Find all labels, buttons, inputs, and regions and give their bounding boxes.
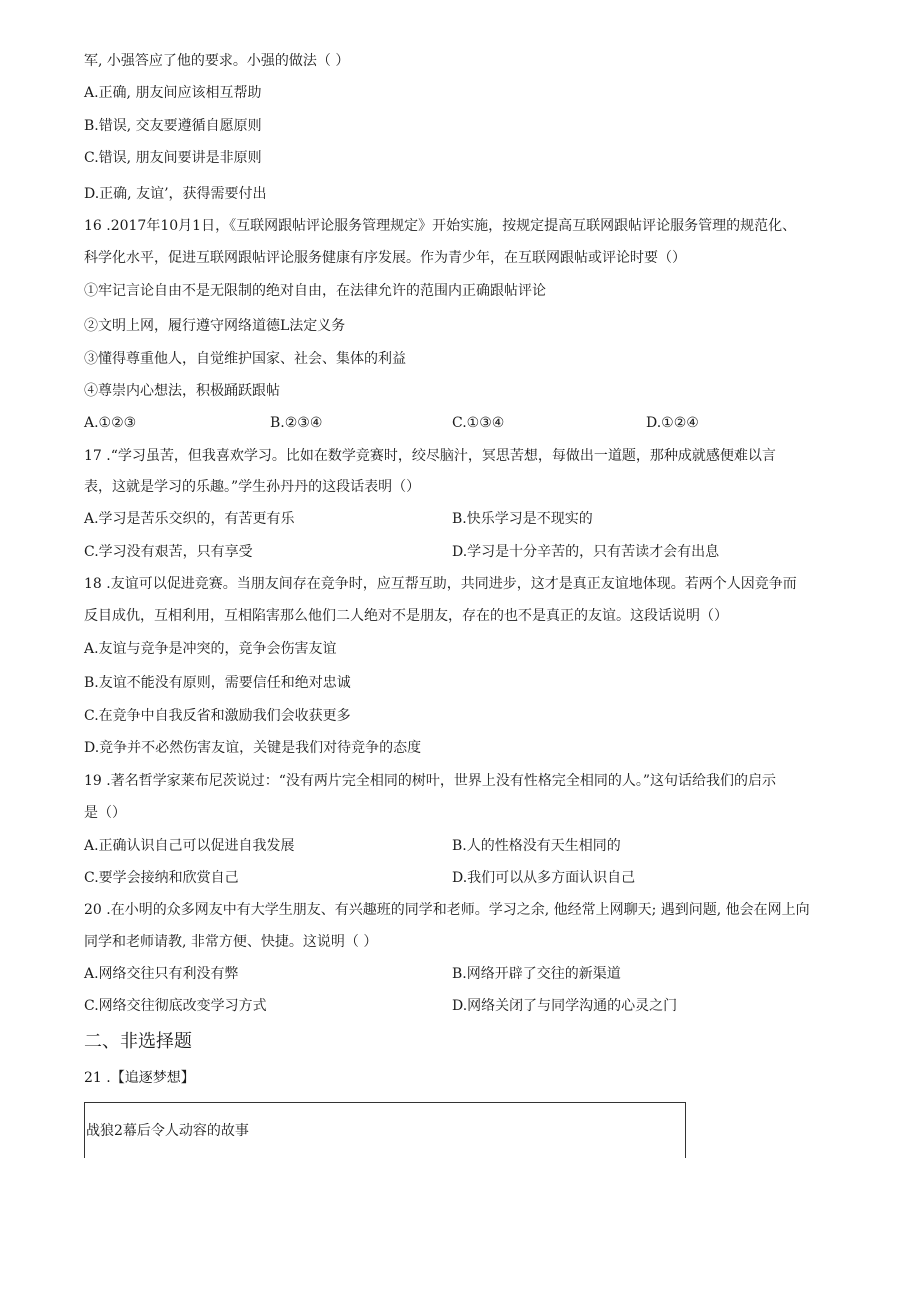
q18-stem-line2: 反目成仇，互相利用，互相陷害那么他们二人绝对不是朋友，存在的也不是真正的友谊。这段话说明（） xyxy=(84,608,728,624)
q18-option-b: B.友谊不能没有原则，需要信任和绝对忠诚 xyxy=(84,675,351,691)
q20-stem-line2: 同学和老师请教, 非常方便、快捷。这说明（ ） xyxy=(84,934,378,950)
q17-option-a: A.学习是苦乐交织的，有苦更有乐 xyxy=(84,511,295,527)
q18-option-c: C.在竞争中自我反省和激励我们会收获更多 xyxy=(84,708,351,724)
q20-option-a: A.网络交往只有利没有弊 xyxy=(84,966,239,982)
q15-stem: 军, 小强答应了他的要求。小强的做法（ ） xyxy=(84,53,350,69)
q20-stem-line1: 20 .在小明的众多网友中有大学生朋友、有兴趣班的同学和老师。学习之余, 他经常上网聊天; 遇到问题, 他会在网上向 xyxy=(84,902,810,918)
q21-title: 21 .【追逐梦想】 xyxy=(84,1070,195,1086)
q18-option-a: A.友谊与竞争是冲突的，竞争会伤害友谊 xyxy=(84,641,337,657)
q20-option-b: B.网络开辟了交往的新渠道 xyxy=(452,966,621,982)
q19-stem-line1: 19 .著名哲学家莱布尼茨说过：“没有两片完全相同的树叶，世界上没有性格完全相同的人。”这句话给我们的启示 xyxy=(84,773,777,789)
q16-item-3: ③懂得尊重他人，自觉维护国家、社会、集体的利益 xyxy=(84,351,406,367)
q16-item-1: ①牢记言论自由不是无限制的绝对自由，在法律允许的范围内正确跟帖评论 xyxy=(84,283,546,299)
q16-item-2: ②文明上网，履行遵守网络道德L法定义务 xyxy=(84,318,346,334)
q16-option-b: B.②③④ xyxy=(270,415,323,431)
q15-option-d: D.正确, 友谊’，获得需要付出 xyxy=(84,186,267,202)
q18-option-d: D.竞争并不必然伤害友谊，关键是我们对待竞争的态度 xyxy=(84,740,422,756)
q17-option-b: B.快乐学习是不现实的 xyxy=(452,511,593,527)
q18-stem-line1: 18 .友谊可以促进竞赛。当朋友间存在竞争时，应互帮互助，共同进步，这才是真正友谊地体现。若两个人因竞争而 xyxy=(84,576,797,592)
q20-option-c: C.网络交往彻底改变学习方式 xyxy=(84,998,267,1014)
section-heading: 二、非选择题 xyxy=(84,1031,192,1052)
q17-stem-line2: 表，这就是学习的乐趣。”学生孙丹丹的这段话表明（） xyxy=(84,479,421,495)
q17-option-c: C.学习没有艰苦，只有享受 xyxy=(84,544,253,560)
q16-stem-line2: 科学化水平，促进互联网跟帖评论服务健康有序发展。作为青少年，在互联网跟帖或评论时要（） xyxy=(84,250,686,266)
q16-option-c: C.①③④ xyxy=(452,415,505,431)
material-box-text: 战狼2幕后令人动容的故事 xyxy=(86,1123,249,1139)
q16-option-d: D.①②④ xyxy=(646,415,699,431)
q15-option-a: A.正确, 朋友间应该相互帮助 xyxy=(84,85,262,101)
q17-stem-line1: 17 .“学习虽苦，但我喜欢学习。比如在数学竞赛时，绞尽脑汁，冥思苦想，每做出一道题，那种成就感便难以言 xyxy=(84,448,776,464)
q19-option-c: C.要学会接纳和欣赏自己 xyxy=(84,870,239,886)
q19-option-d: D.我们可以从多方面认识自己 xyxy=(452,870,636,886)
q16-item-4: ④尊崇内心想法，积极踊跃跟帖 xyxy=(84,383,280,399)
q19-option-b: B.人的性格没有天生相同的 xyxy=(452,838,621,854)
q19-option-a: A.正确认识自己可以促进自我发展 xyxy=(84,838,295,854)
q17-option-d: D.学习是十分辛苦的，只有苦读才会有出息 xyxy=(452,544,720,560)
q20-option-d: D.网络关闭了与同学沟通的心灵之门 xyxy=(452,998,678,1014)
q19-stem-line2: 是（） xyxy=(84,805,126,821)
q15-option-c: C.错误, 朋友间要讲是非原则 xyxy=(84,150,262,166)
q16-stem-line1: 16 .2017年10月1日，《互联网跟帖评论服务管理规定》开始实施，按规定提高互联网跟帖评论服务管理的规范化、 xyxy=(84,218,797,234)
q16-option-a: A.①②③ xyxy=(84,415,137,431)
q15-option-b: B.错误, 交友要遵循自愿原则 xyxy=(84,118,262,134)
